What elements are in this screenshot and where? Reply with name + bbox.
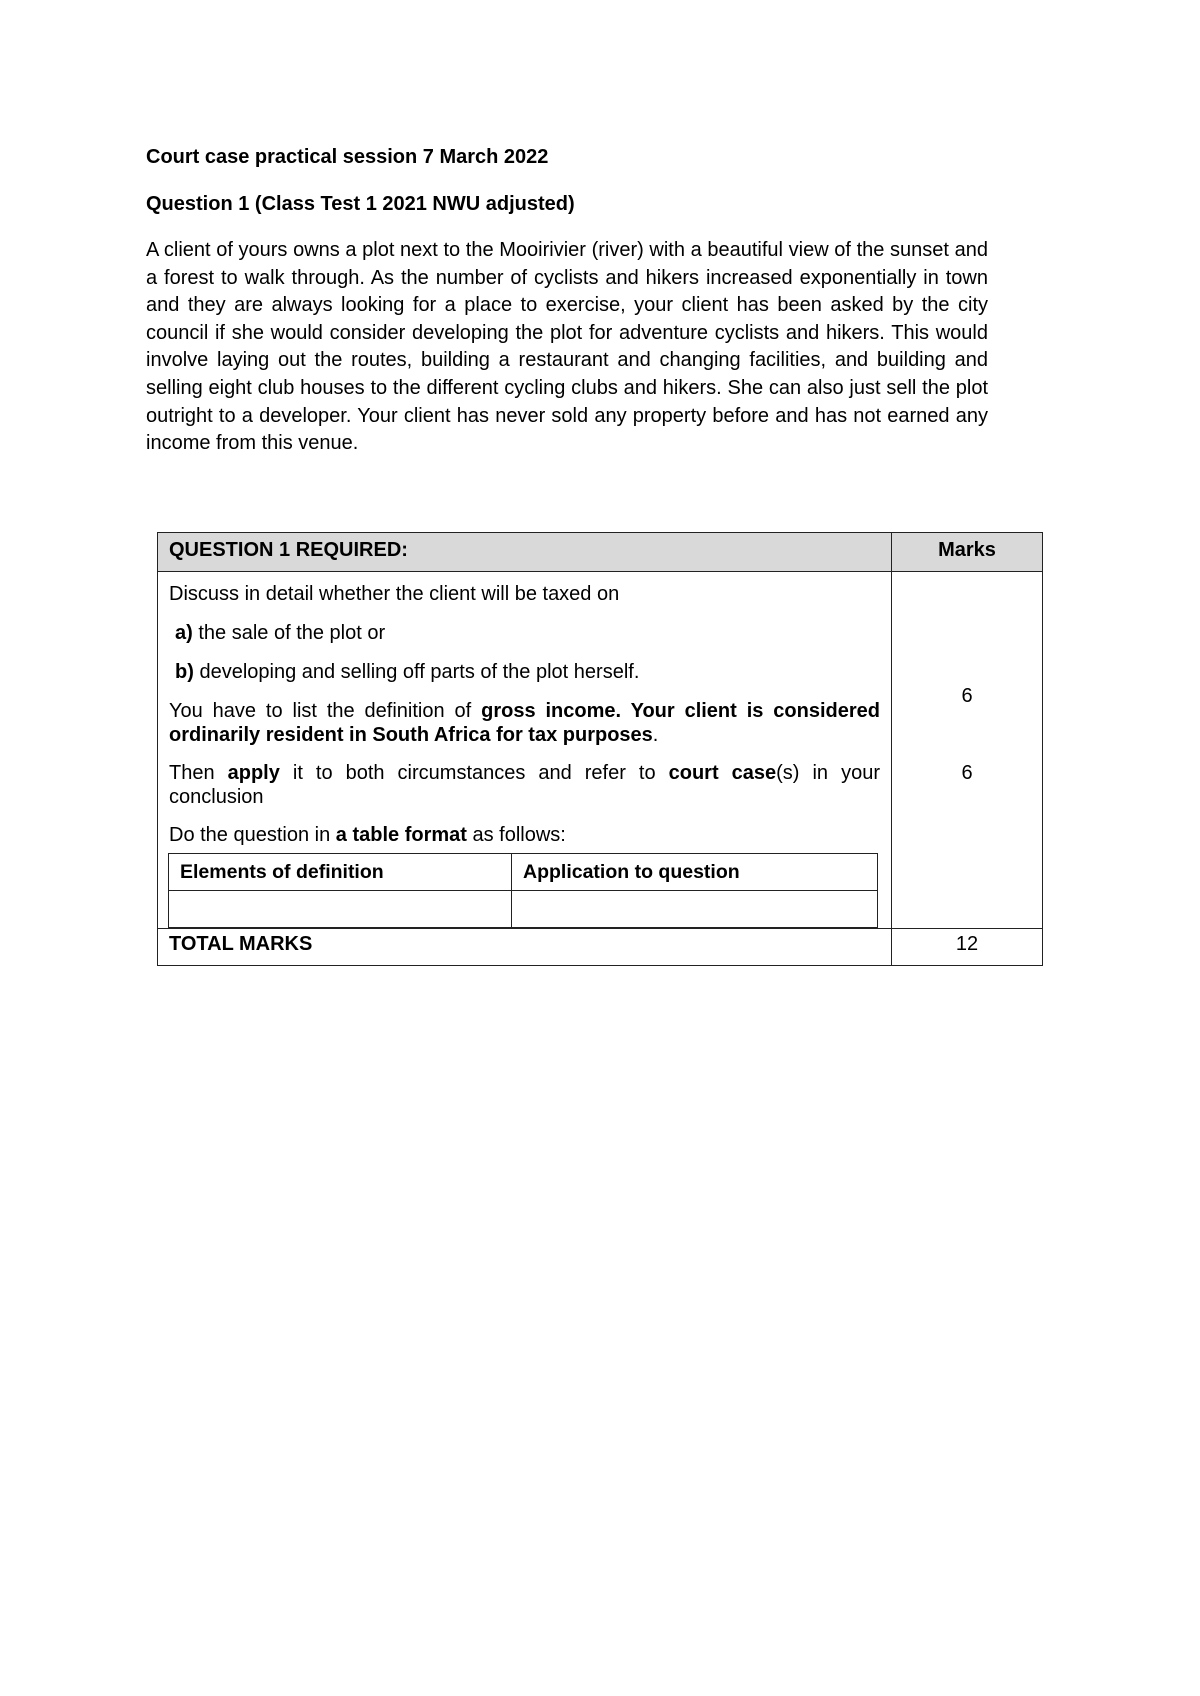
answer-format-table	[168, 853, 878, 928]
application-column-header: Application to question	[512, 854, 878, 891]
answer-format-empty-row	[169, 891, 878, 928]
required-header: QUESTION 1 REQUIRED:	[158, 533, 892, 572]
total-marks-value: 12	[892, 929, 1043, 966]
apply-instruction-bold-court: court case	[668, 762, 777, 784]
elements-column-header: Elements of definition	[169, 854, 512, 891]
question-scenario: A client of yours owns a plot next to the Mooirivier (river) with a beautiful view of the sunset and a forest to walk through. As the number of cyclists and hikers increased exponentially in town and they are always looking for a place to exercise, your client has been asked by the city council if she would consider developing the plot for adventure cyclists and hikers. This would involve laying out the routes, building a restaurant and changing facilities, and building and selling eight club houses to the different cycling clubs and hikers. She can also just sell the plot outright to a developer. Your client has never sold any property before and has not earned any income from this venue.	[146, 239, 988, 455]
item-b	[169, 660, 880, 685]
requirements-table	[157, 532, 1043, 966]
definition-instruction-bold: gross income. Your client is considered ordinarily resident in South Africa for tax purposes	[169, 700, 880, 746]
discuss-instruction: Discuss in detail whether the client will be taxed on	[169, 583, 620, 605]
requirements-body-row	[158, 572, 1043, 929]
item-a-label: a)	[175, 622, 193, 644]
requirements-header-row	[158, 533, 1043, 572]
total-row	[158, 929, 1043, 966]
elements-empty-cell	[169, 891, 512, 928]
item-a-text: the sale of the plot or	[192, 622, 386, 644]
question-heading: Question 1 (Class Test 1 2021 NWU adjusted)	[146, 193, 575, 215]
marks-part-a: 6	[961, 685, 973, 707]
format-instruction-lead: Do the question in	[169, 824, 336, 846]
apply-instruction-lead: Then	[169, 762, 228, 784]
format-instruction-bold: a table format	[335, 824, 467, 846]
apply-instruction	[169, 761, 880, 809]
document-title: Court case practical session 7 March 2022	[146, 146, 549, 168]
requirements-text-cell	[158, 572, 892, 929]
definition-instruction-lead: You have to list the definition of	[169, 700, 482, 722]
definition-instruction	[169, 699, 880, 747]
apply-instruction-end: (s) in your conclusion	[169, 762, 880, 808]
total-marks-label: TOTAL MARKS	[158, 929, 892, 966]
application-empty-cell	[512, 891, 878, 928]
marks-header: Marks	[892, 533, 1043, 572]
item-b-text: developing and selling off parts of the plot herself.	[193, 661, 640, 683]
marks-cell	[892, 572, 1043, 929]
item-b-label: b)	[175, 661, 194, 683]
format-instruction	[169, 823, 880, 847]
answer-format-header-row	[169, 854, 878, 891]
definition-instruction-end: .	[652, 724, 659, 746]
apply-instruction-mid: it to both circumstances and refer to	[279, 762, 669, 784]
item-a	[169, 621, 880, 646]
apply-instruction-bold: apply	[227, 762, 280, 784]
marks-part-b: 6	[961, 762, 973, 784]
format-instruction-end: as follows:	[466, 824, 566, 846]
